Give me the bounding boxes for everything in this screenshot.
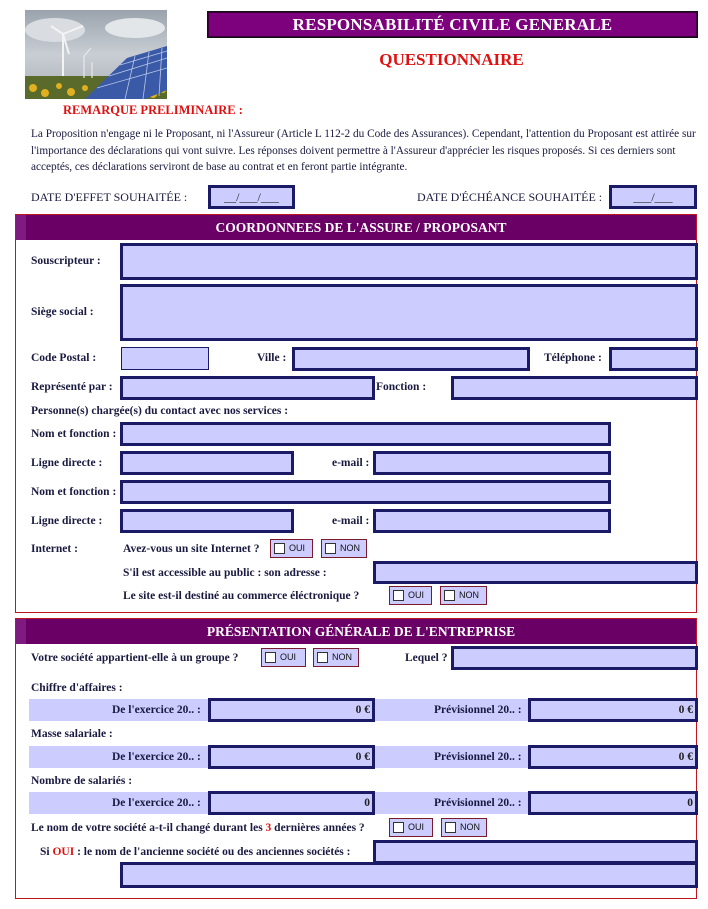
masse-exercice-field[interactable]: 0 €: [208, 745, 375, 769]
telephone-label: Téléphone :: [544, 352, 602, 364]
form-subtitle: QUESTIONNAIRE: [379, 50, 524, 69]
nombre-label: Nombre de salariés :: [31, 775, 133, 787]
code-postal-field[interactable]: [121, 347, 209, 370]
ligne-directe-1-label: Ligne directe :: [31, 457, 103, 469]
date-echeance-label: DATE D'ÉCHÉANCE SOUHAITÉE :: [417, 190, 603, 204]
commerce-non-label: NON: [459, 590, 479, 600]
masse-label: Masse salariale :: [31, 728, 113, 740]
form-title: RESPONSABILITÉ CIVILE GENERALE: [207, 11, 698, 38]
lequel-field[interactable]: [451, 646, 698, 670]
email-2-field[interactable]: [373, 509, 611, 533]
code-postal-label: Code Postal :: [31, 352, 97, 364]
ca-exercice-label: De l'exercice 20.. :: [112, 704, 201, 716]
ligne-directe-2-field[interactable]: [120, 509, 294, 533]
ancien-nom-text: : le nom de l'ancienne société ou des anciennes sociétés :: [74, 846, 351, 858]
commerce-oui-label: OUI: [408, 590, 425, 600]
site-non-checkbox[interactable]: [321, 539, 367, 558]
date-effet-label: DATE D'EFFET SOUHAITÉE :: [31, 190, 188, 204]
ca-previsionnel-field[interactable]: 0 €: [528, 698, 698, 722]
souscripteur-label: Souscripteur :: [31, 255, 101, 267]
groupe-oui-label: OUI: [280, 652, 297, 662]
ligne-directe-1-field[interactable]: [120, 451, 294, 475]
nombre-exercice-label: De l'exercice 20.. :: [112, 797, 201, 809]
groupe-non-checkbox[interactable]: [313, 648, 359, 667]
site-oui-checkbox[interactable]: [270, 539, 313, 558]
commerce-question-label: Le site est-il destiné au commerce éléctronique ?: [123, 590, 360, 602]
remark-title: REMARQUE PRELIMINAIRE :: [63, 103, 243, 117]
ca-previsionnel-label: Prévisionnel 20.. :: [434, 704, 522, 716]
nombre-previsionnel-field[interactable]: 0: [528, 791, 698, 815]
checkbox-icon: [445, 822, 456, 833]
siege-field[interactable]: [120, 284, 698, 341]
telephone-field[interactable]: [609, 347, 698, 371]
section-entreprise-title: PRÉSENTATION GÉNÉRALE DE L'ENTREPRISE: [16, 619, 696, 644]
groupe-question-label: Votre société appartient-elle à un groupe ?: [31, 652, 239, 664]
nom-change-oui-label: OUI: [408, 822, 425, 832]
nom-fonction-1-field[interactable]: [120, 422, 611, 446]
nombre-previsionnel-label: Prévisionnel 20.. :: [434, 797, 522, 809]
ville-field[interactable]: [292, 347, 530, 371]
masse-previsionnel-label: Prévisionnel 20.. :: [434, 751, 522, 763]
site-oui-label: OUI: [289, 543, 306, 553]
email-1-field[interactable]: [373, 451, 611, 475]
ligne-directe-2-label: Ligne directe :: [31, 515, 103, 527]
commerce-non-checkbox[interactable]: [440, 586, 487, 605]
renewable-energy-illustration: [25, 10, 167, 99]
siege-label: Siège social :: [31, 306, 94, 318]
email-2-label: e-mail :: [332, 515, 370, 527]
site-non-label: NON: [340, 543, 360, 553]
commerce-oui-checkbox[interactable]: [389, 586, 432, 605]
groupe-non-label: NON: [332, 652, 352, 662]
email-1-label: e-mail :: [332, 457, 370, 469]
checkbox-icon: [393, 822, 404, 833]
nombre-exercice-field[interactable]: 0: [208, 791, 375, 815]
remark-text: La Proposition n'engage ni le Proposant, ni l'Assureur (Article L 112-2 du Code des Assurances). Cependant, l'attention du Proposant est attirée sur l'importance des déclarations qui vont suivre. Les réponses doivent permettre à l'Assureur d'apprécier les risques proposés. Si ces derniers sont acceptés, ces déclarations serviront de base au contrat et en feront partie intégrante.: [31, 128, 696, 173]
represente-label: Représenté par :: [31, 381, 113, 393]
fonction-field[interactable]: [451, 376, 698, 400]
ancien-nom-field-2[interactable]: [120, 862, 698, 888]
nom-change-non-label: NON: [460, 822, 480, 832]
nom-change-text-2: dernières années ?: [271, 822, 365, 834]
fonction-label: Fonction :: [376, 381, 427, 393]
nom-change-non-checkbox[interactable]: [441, 818, 487, 837]
ca-label: Chiffre d'affaires :: [31, 682, 123, 694]
checkbox-icon: [317, 652, 328, 663]
date-echeance-field[interactable]: ___/___: [609, 185, 697, 209]
nom-change-question: [31, 822, 365, 834]
date-effet-field[interactable]: __/___/___: [208, 185, 295, 209]
ancien-nom-field-1[interactable]: [373, 840, 698, 864]
checkbox-icon: [393, 590, 404, 601]
header-image: [25, 10, 167, 99]
adresse-question-label: S'il est accessible au public : son adresse :: [123, 567, 327, 579]
groupe-oui-checkbox[interactable]: [261, 648, 306, 667]
section-coordonnees-title: COORDONNEES DE L'ASSURE / PROPOSANT: [16, 215, 696, 240]
ca-exercice-field[interactable]: 0 €: [208, 698, 375, 722]
represente-field[interactable]: [120, 376, 375, 400]
contact-intro-label: Personne(s) chargée(s) du contact avec nos services :: [31, 405, 289, 417]
masse-previsionnel-field[interactable]: 0 €: [528, 745, 698, 769]
ancien-nom-label: [40, 846, 351, 858]
checkbox-icon: [325, 543, 336, 554]
nom-change-years: 3: [265, 822, 272, 834]
nom-change-oui-checkbox[interactable]: [389, 818, 433, 837]
lequel-label: Lequel ?: [405, 652, 448, 664]
adresse-field[interactable]: [373, 561, 698, 584]
nom-fonction-1-label: Nom et fonction :: [31, 428, 117, 440]
checkbox-icon: [274, 543, 285, 554]
ville-label: Ville :: [257, 352, 287, 364]
internet-label: Internet :: [31, 543, 78, 555]
ancien-nom-si: Si: [40, 846, 53, 858]
souscripteur-field[interactable]: [120, 243, 698, 280]
ancien-nom-oui: OUI: [52, 846, 75, 858]
nom-fonction-2-label: Nom et fonction :: [31, 486, 117, 498]
nom-change-text-1: Le nom de votre société a-t-il changé durant les: [31, 822, 266, 834]
masse-exercice-label: De l'exercice 20.. :: [112, 751, 201, 763]
nom-fonction-2-field[interactable]: [120, 480, 611, 504]
checkbox-icon: [444, 590, 455, 601]
checkbox-icon: [265, 652, 276, 663]
site-question-label: Avez-vous un site Internet ?: [123, 543, 260, 555]
